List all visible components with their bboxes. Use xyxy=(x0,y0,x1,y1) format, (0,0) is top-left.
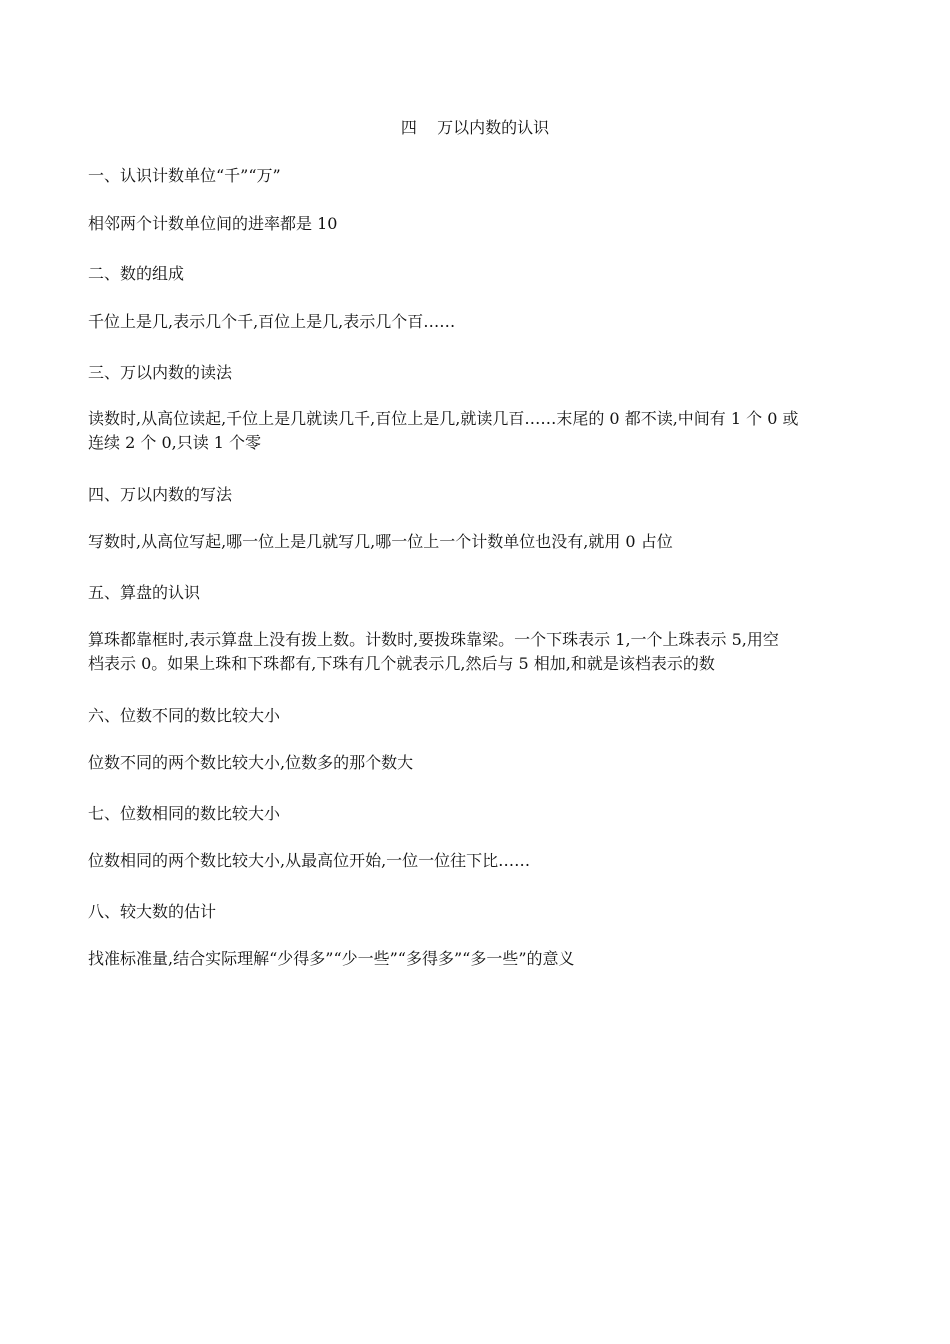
section-heading-3: 三、万以内数的读法 xyxy=(88,363,233,382)
section-body-3-line-2: 连续 2 个 0,只读 1 个零 xyxy=(88,433,262,452)
section-body-8 xyxy=(88,947,878,971)
section-body-2 xyxy=(88,310,878,334)
section-body-5-line-2: 档表示 0。如果上珠和下珠都有,下珠有几个就表示几,然后与 5 相加,和就是该档表示的数 xyxy=(88,654,715,673)
section-body-6-line-1: 位数不同的两个数比较大小,位数多的那个数大 xyxy=(88,753,414,772)
section-body-3-line-1: 读数时,从高位读起,千位上是几就读几千,百位上是几,就读几百……末尾的 0 都不读,中间有 1 个 0 或 xyxy=(88,409,799,428)
section-heading-7: 七、位数相同的数比较大小 xyxy=(88,804,281,823)
section-body-4 xyxy=(88,530,878,554)
section-body-2-line-1: 千位上是几,表示几个千,百位上是几,表示几个百…… xyxy=(88,312,456,331)
section-body-8-line-1: 找准标准量,结合实际理解“少得多”“少一些”“多得多”“多一些”的意义 xyxy=(88,949,575,968)
section-body-5-line-1: 算珠都靠框时,表示算盘上没有拨上数。计数时,要拨珠靠梁。一个下珠表示 1,一个上珠表示 5,用空 xyxy=(88,630,779,649)
section-body-4-line-1: 写数时,从高位写起,哪一位上是几就写几,哪一位上一个计数单位也没有,就用 0 占位 xyxy=(88,532,673,551)
section-heading-5: 五、算盘的认识 xyxy=(88,583,201,602)
section-body-7-line-1: 位数相同的两个数比较大小,从最高位开始,一位一位往下比…… xyxy=(88,851,531,870)
section-heading-8: 八、较大数的估计 xyxy=(88,902,217,921)
section-body-1 xyxy=(88,212,878,236)
section-heading-6: 六、位数不同的数比较大小 xyxy=(88,706,281,725)
section-heading-4: 四、万以内数的写法 xyxy=(88,485,233,504)
section-body-6 xyxy=(88,751,878,775)
section-body-5 xyxy=(88,628,878,676)
section-body-7 xyxy=(88,849,878,873)
section-heading-2: 二、数的组成 xyxy=(88,264,185,283)
section-body-1-line-1: 相邻两个计数单位间的进率都是 10 xyxy=(88,214,338,233)
document-title: 四 万以内数的认识 xyxy=(400,118,550,137)
section-body-3 xyxy=(88,407,878,455)
section-heading-1: 一、认识计数单位“千”“万” xyxy=(88,166,281,185)
